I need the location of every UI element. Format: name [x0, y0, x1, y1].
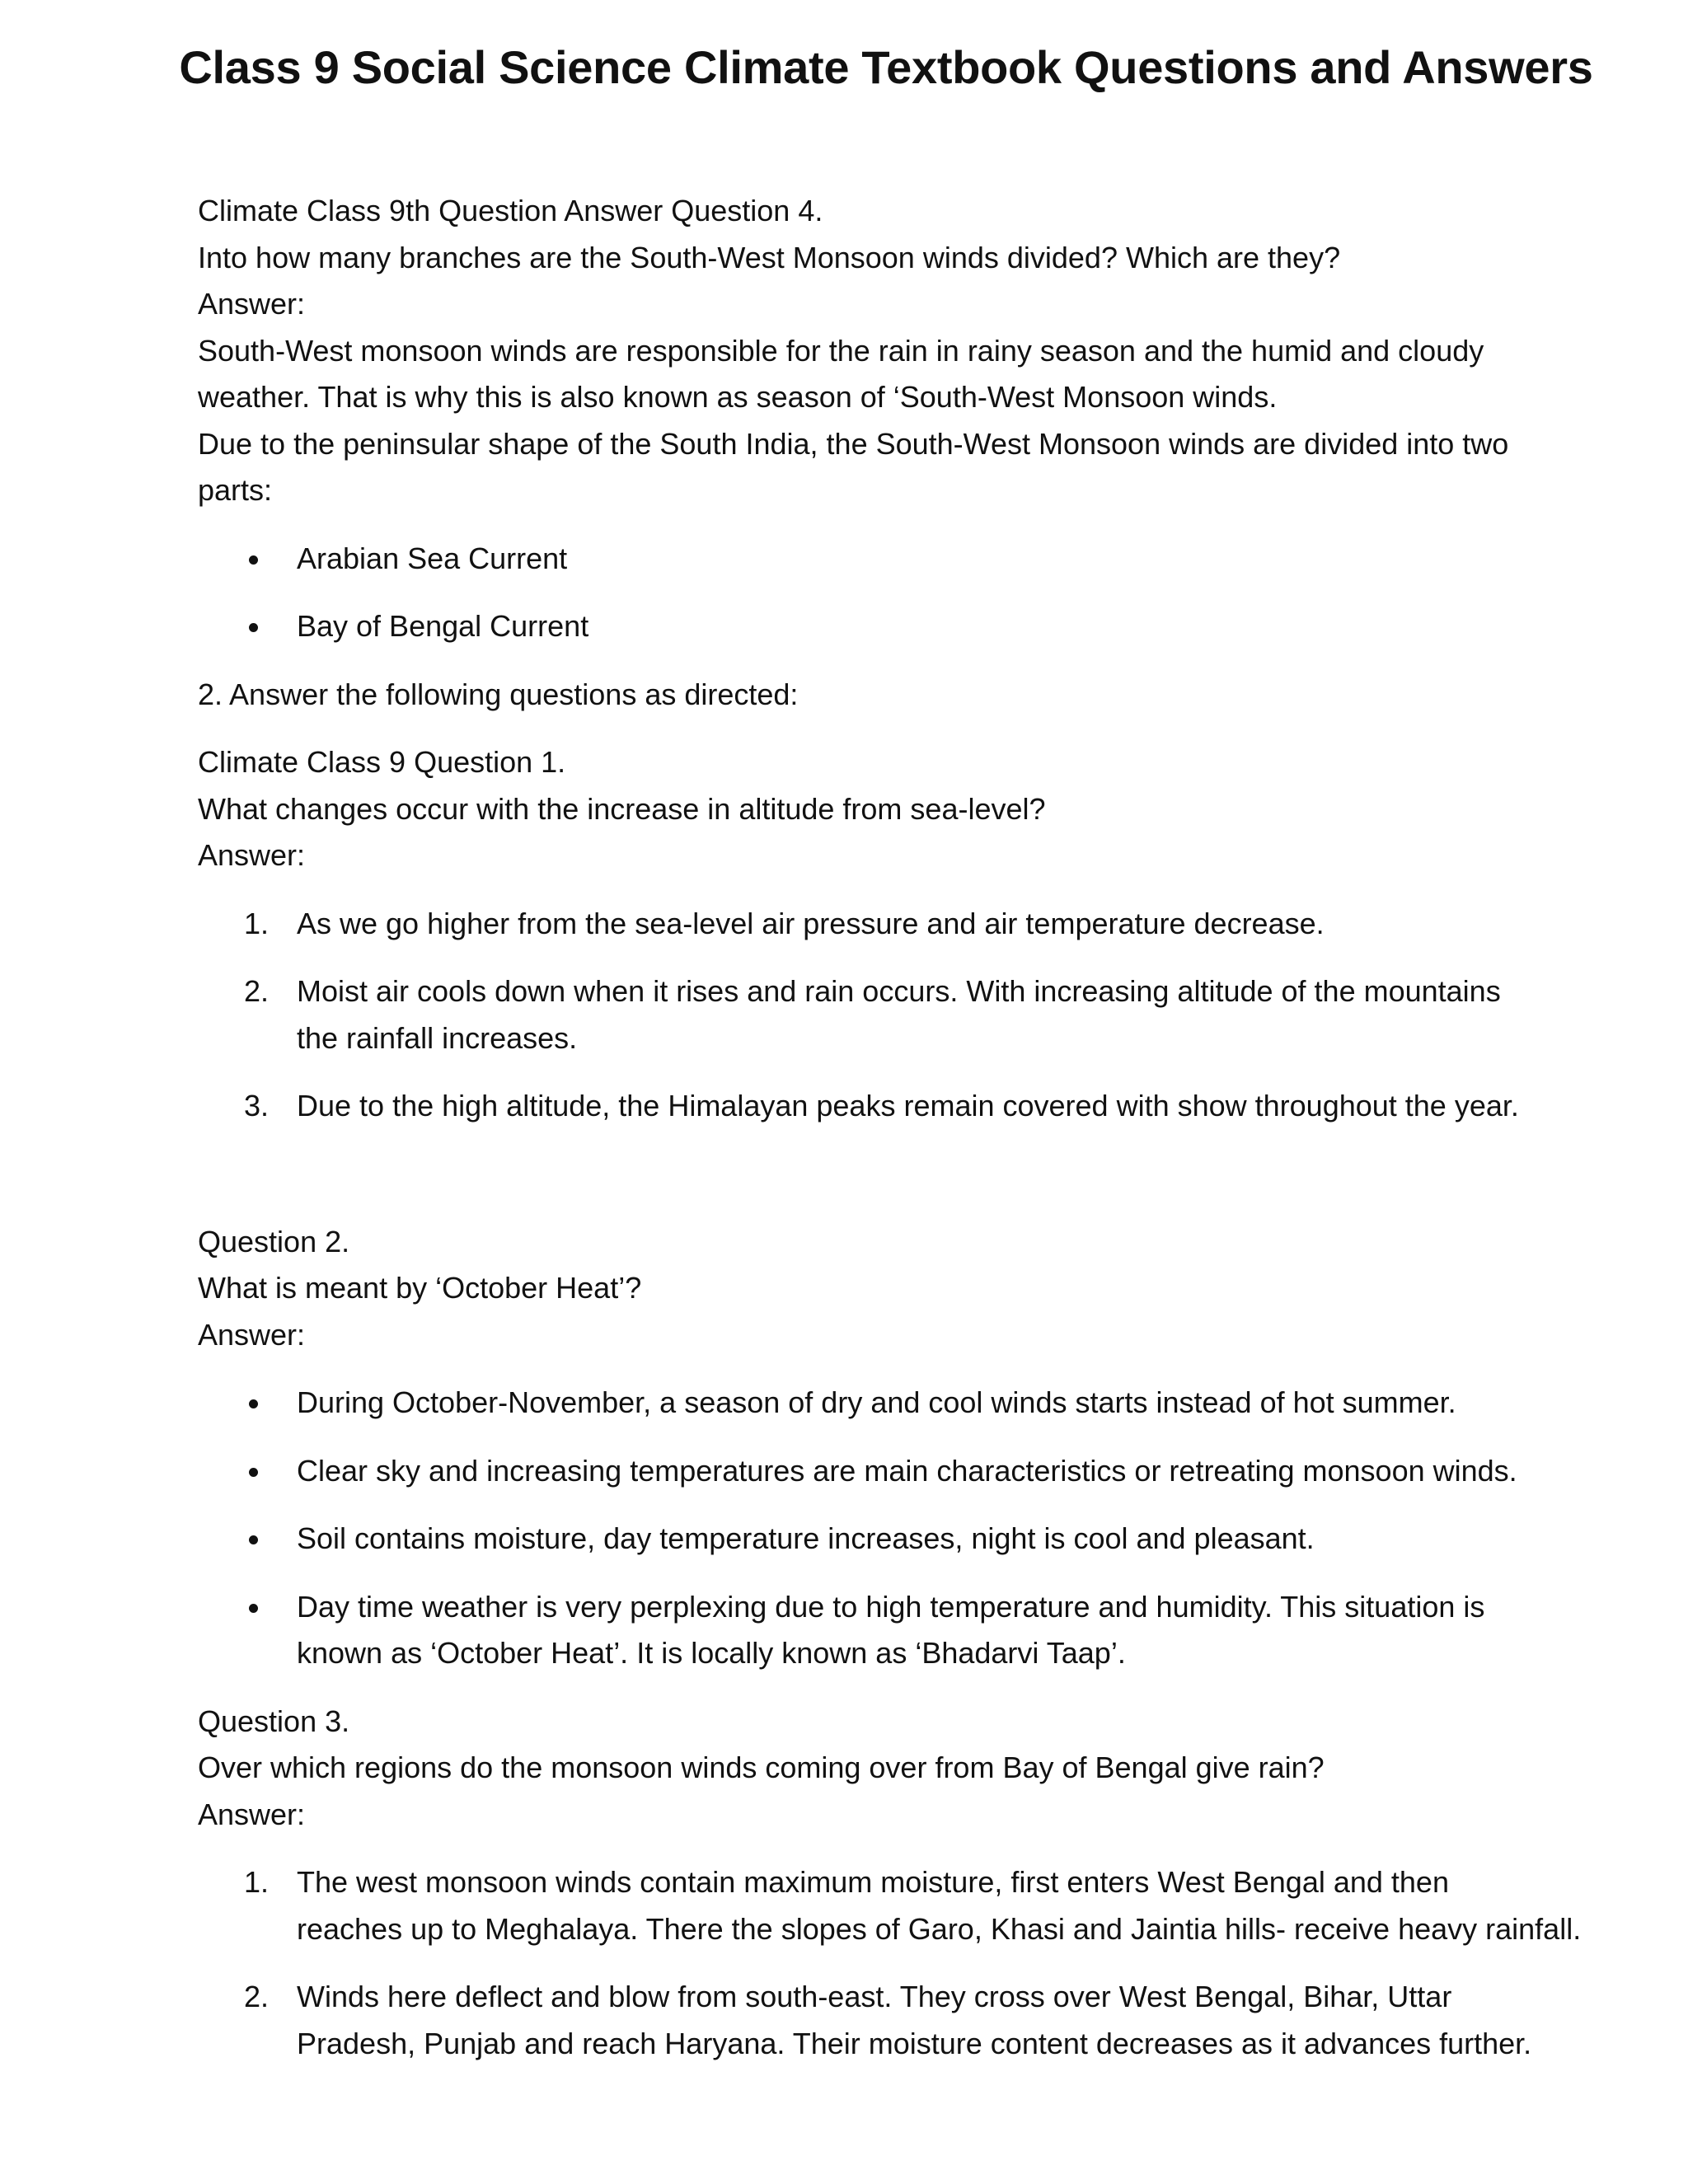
list-item-text: As we go higher from the sea-level air pressure and air temperature decrease. [297, 906, 1325, 940]
list-item-number: 2. [244, 1980, 270, 2013]
question-4-paragraph-2-line-2: parts: [198, 473, 273, 507]
question-2-text: What is meant by ‘October Heat’? [198, 1271, 642, 1305]
list-item-number: 3. [244, 1089, 270, 1122]
question-2-section [198, 1219, 1582, 1677]
question-2-answer-label: Answer: [198, 1317, 306, 1352]
list-item [198, 1584, 1582, 1677]
question-2-bullet-list [198, 1380, 1582, 1677]
question-4-paragraph-2-line-1: Due to the peninsular shape of the South India, the South-West Monsoon winds are divided into two [198, 426, 1509, 461]
document-title: Class 9 Social Science Climate Textbook Questions and Answers [179, 41, 1593, 93]
list-item [198, 536, 1582, 583]
list-item [198, 1859, 1582, 1952]
spacer [198, 718, 1582, 739]
list-item-text: Day time weather is very perplexing due to high temperature and humidity. This situation is [297, 1589, 1485, 1624]
question-4-bullet-list [198, 536, 1582, 650]
list-item [198, 1516, 1582, 1563]
list-item [198, 1380, 1582, 1427]
list-item-text: Clear sky and increasing temperatures are main characteristics or retreating monsoon winds. [297, 1453, 1517, 1488]
list-item [198, 603, 1582, 650]
question-2-heading: Question 2. [198, 1224, 350, 1258]
question-4-answer-label: Answer: [198, 287, 306, 321]
question-1-section [198, 739, 1582, 1130]
bullet-icon [249, 1604, 258, 1613]
list-item-text: Soil contains moisture, day temperature increases, night is cool and pleasant. [297, 1521, 1315, 1555]
list-item-text: During October-November, a season of dry and cool winds starts instead of hot summer. [297, 1385, 1456, 1419]
bullet-icon [249, 555, 258, 565]
bullet-icon [249, 1535, 258, 1544]
question-4-paragraph-1-line-1: South-West monsoon winds are responsible for the rain in rainy season and the humid and cloudy [198, 333, 1484, 368]
question-1-heading: Climate Class 9 Question 1. [198, 745, 566, 779]
question-3-text: Over which regions do the monsoon winds coming over from Bay of Bengal give rain? [198, 1750, 1325, 1784]
question-3-numbered-list [198, 1859, 1582, 2067]
question-1-answer-label: Answer: [198, 838, 306, 872]
question-4-paragraph-1-line-2: weather. That is why this is also known as season of ‘South-West Monsoon winds. [198, 380, 1278, 414]
list-item-text: Bay of Bengal Current [297, 609, 589, 643]
spacer [198, 1130, 1582, 1219]
spacer [198, 650, 1582, 672]
list-item [198, 1448, 1582, 1495]
list-item [198, 901, 1582, 948]
question-4-text: Into how many branches are the South-West Monsoon winds divided? Which are they? [198, 240, 1341, 274]
question-1-numbered-list [198, 901, 1582, 1130]
question-3-section [198, 1699, 1582, 2068]
bullet-icon [249, 1468, 258, 1477]
question-4-heading: Climate Class 9th Question Answer Question 4. [198, 194, 823, 227]
spacer [198, 1677, 1582, 1699]
list-item-number: 1. [244, 1865, 270, 1899]
bullet-icon [249, 623, 258, 632]
list-item [198, 968, 1582, 1062]
question-3-answer-label: Answer: [198, 1797, 306, 1831]
bullet-icon [249, 1399, 258, 1408]
list-item [198, 1083, 1582, 1130]
list-item-text: Pradesh, Punjab and reach Haryana. Their moisture content decreases as it advances further. [297, 2026, 1532, 2060]
list-item-text: Winds here deflect and blow from south-east. They cross over West Bengal, Bihar, Uttar [297, 1980, 1452, 2013]
list-item-text: Moist air cools down when it rises and rain occurs. With increasing altitude of the mountains [297, 974, 1501, 1008]
list-item [198, 1974, 1582, 2067]
list-item-number: 2. [244, 974, 270, 1008]
question-4-section [198, 188, 1582, 650]
list-item-text: the rainfall increases. [297, 1020, 578, 1055]
document-body [198, 188, 1582, 2067]
section-2-heading: 2. Answer the following questions as directed: [198, 677, 799, 711]
question-3-heading: Question 3. [198, 1704, 350, 1738]
list-item-text: known as ‘October Heat’. It is locally known as ‘Bhadarvi Taap’. [297, 1636, 1126, 1670]
list-item-text: reaches up to Meghalaya. There the slopes of Garo, Khasi and Jaintia hills- receive heavy rainfall. [297, 1911, 1582, 1946]
list-item-text: Arabian Sea Current [297, 541, 568, 575]
question-1-text: What changes occur with the increase in altitude from sea-level? [198, 791, 1046, 826]
list-item-number: 1. [244, 906, 270, 940]
list-item-text: The west monsoon winds contain maximum moisture, first enters West Bengal and then [297, 1865, 1449, 1899]
list-item-text: Due to the high altitude, the Himalayan peaks remain covered with show throughout the year. [297, 1089, 1519, 1122]
